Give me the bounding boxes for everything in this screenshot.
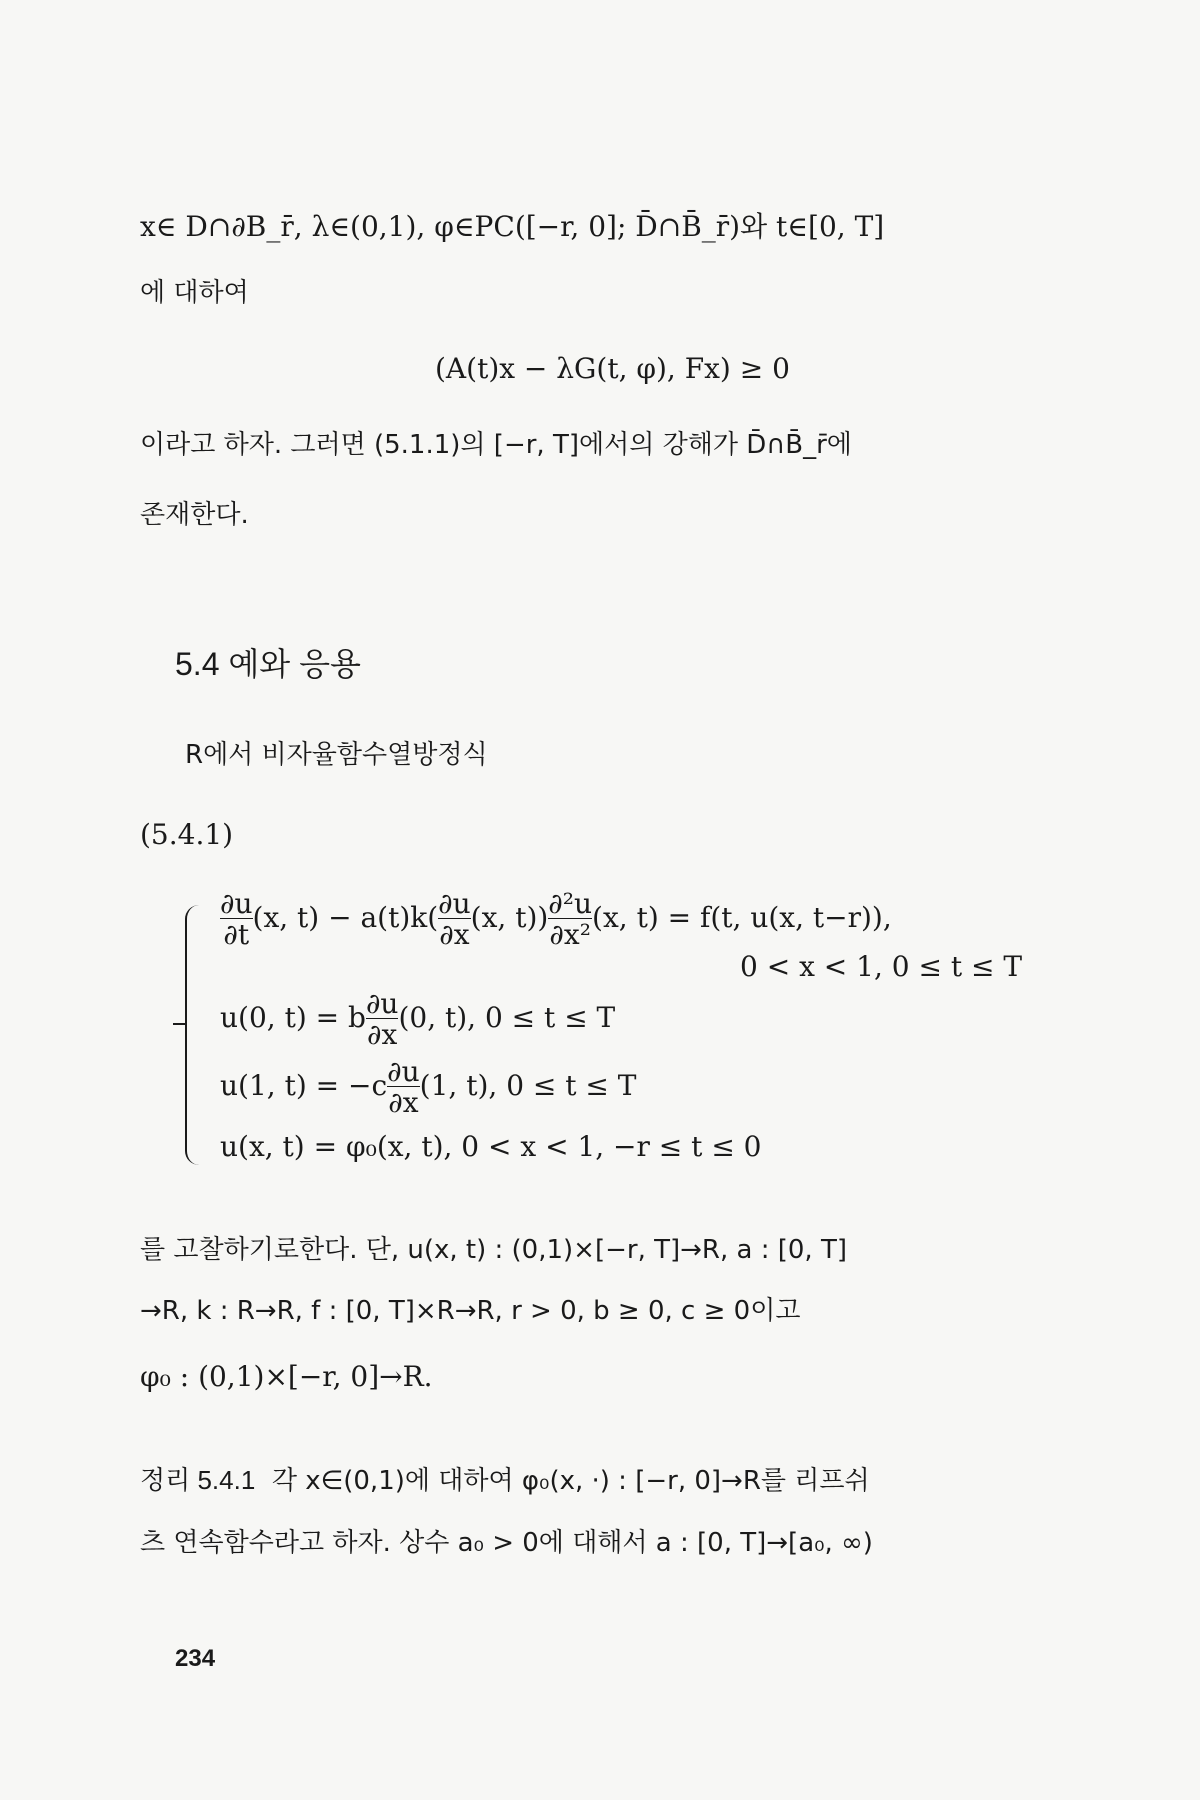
fraction bbox=[548, 887, 593, 951]
system-brace bbox=[185, 905, 203, 1165]
fraction bbox=[365, 987, 399, 1051]
text-line-2: 에 대하여 bbox=[140, 278, 249, 308]
text-line-1: x∈ D∩∂B_r̄, λ∈(0,1), φ∈PC([−r, 0]; D̄∩B̄_r̄)와 t∈[0, T] bbox=[140, 210, 885, 243]
denominator: ∂x bbox=[439, 918, 470, 951]
equation-row-2: 0 < x < 1, 0 ≤ t ≤ T bbox=[740, 950, 1023, 983]
equation-row-3 bbox=[220, 987, 616, 1051]
section-title: 5.4 예와 응용 bbox=[175, 646, 361, 682]
fraction bbox=[387, 1055, 420, 1119]
theorem-line-2: 츠 연속함수라고 하자. 상수 a₀ > 0에 대해서 a : [0, T]→[a₀, ∞) bbox=[140, 1528, 873, 1558]
intro-text: R에서 비자율함수열방정식 bbox=[185, 740, 488, 770]
equation-label: (5.4.1) bbox=[140, 818, 234, 851]
equation-row-1 bbox=[220, 887, 892, 951]
inequality: (A(t)x − λG(t, φ), Fx) ≥ 0 bbox=[435, 352, 790, 385]
term: (0, t), 0 ≤ t ≤ T bbox=[398, 1001, 616, 1034]
denominator: ∂x bbox=[367, 1018, 398, 1051]
denominator: ∂x bbox=[388, 1086, 419, 1119]
after-line-2: →R, k : R→R, f : [0, T]×R→R, r > 0, b ≥ 0, c ≥ 0이고 bbox=[140, 1296, 801, 1326]
theorem-line-1 bbox=[140, 1465, 870, 1497]
text-line-5: 존재한다. bbox=[140, 500, 249, 530]
term: (x, t)) bbox=[470, 901, 549, 934]
equation-row-5: u(x, t) = φ₀(x, t), 0 < x < 1, −r ≤ t ≤ 0 bbox=[220, 1130, 762, 1163]
numerator: ∂u bbox=[365, 987, 399, 1020]
term: u(1, t) = −c bbox=[220, 1069, 388, 1102]
numerator: ∂u bbox=[220, 887, 253, 920]
term: u(0, t) = b bbox=[220, 1001, 366, 1034]
theorem-text: 각 x∈(0,1)에 대하여 φ₀(x, ·) : [−r, 0]→R를 리프쉬 bbox=[271, 1466, 870, 1496]
term: (x, t) − a(t)k( bbox=[252, 901, 439, 934]
term: (1, t), 0 ≤ t ≤ T bbox=[419, 1069, 637, 1102]
numerator: ∂²u bbox=[548, 887, 593, 920]
text-line-4: 이라고 하자. 그러면 (5.1.1)의 [−r, T]에서의 강해가 D̄∩B̄_r̄에 bbox=[140, 430, 852, 460]
numerator: ∂u bbox=[387, 1055, 420, 1088]
numerator: ∂u bbox=[438, 887, 471, 920]
theorem-label: 정리 5.4.1 bbox=[140, 1465, 256, 1495]
after-line-3: φ₀ : (0,1)×[−r, 0]→R. bbox=[140, 1360, 433, 1393]
equation-row-4 bbox=[220, 1055, 637, 1119]
denominator: ∂x² bbox=[549, 918, 591, 951]
term: (x, t) = f(t, u(x, t−r)), bbox=[592, 901, 892, 934]
denominator: ∂t bbox=[220, 918, 253, 949]
page-number: 234 bbox=[175, 1645, 216, 1672]
after-line-1: 를 고찰하기로한다. 단, u(x, t) : (0,1)×[−r, T]→R, a : [0, T] bbox=[140, 1235, 847, 1265]
fraction bbox=[438, 887, 471, 951]
fraction bbox=[220, 887, 253, 951]
